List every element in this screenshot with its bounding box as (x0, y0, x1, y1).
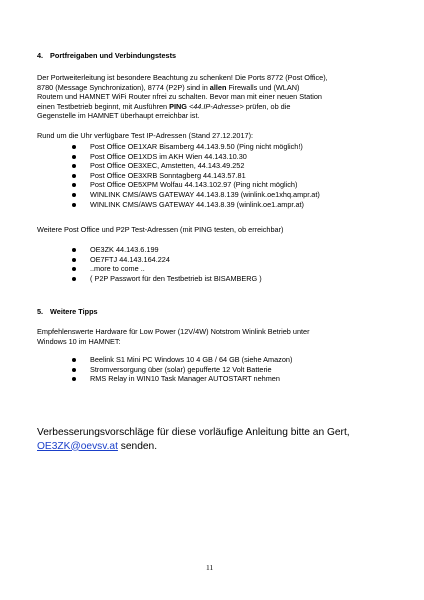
list-item: Post Office OE1XDS im AKH Wien 44.143.10.30 (72, 152, 320, 162)
intro-line-3: Routern und HAMNET WiFi Router nfrei zu schalten. Bevor man mit einer neuen Station (37, 92, 322, 102)
closing-line-2: OE3ZK@oevsv.at senden. (37, 440, 158, 452)
closing-line-1: Verbesserungsvorschläge für diese vorläufige Anleitung bitte an Gert, (37, 427, 350, 438)
test-ip-heading: Rund um die Uhr verfügbare Test IP-Adressen (Stand 27.12.2017): (37, 131, 254, 140)
list-item: Beelink S1 Mini PC Windows 10 4 GB / 64 GB (siehe Amazon) (72, 355, 292, 365)
list-item: WINLINK CMS/AWS GATEWAY 44.143.8.139 (winlink.oe1xhq.ampr.at) (72, 190, 320, 200)
list-item: Post Office OE3XEC, Amstetten, 44.143.49.252 (72, 161, 320, 171)
intro-line-4: einen Testbetrieb beginnt, mit Ausführen PING <44.IP-Adresse> prüfen, ob die (37, 101, 291, 111)
section-4-heading (37, 51, 176, 60)
list-item: Post Office OE3XRB Sonntagberg 44.143.57.81 (72, 171, 320, 181)
list-item: ..more to come .. (72, 264, 262, 274)
list-item: OE3ZK 44.143.6.199 (72, 245, 262, 255)
list-item: ( P2P Passwort für den Testbetrieb ist BISAMBERG ) (72, 274, 262, 284)
email-link[interactable]: OE3ZK@oevsv.at (37, 440, 118, 452)
intro-line-2: 8780 (Message Synchronization), 8774 (P2P) sind in allen Firewalls und (WLAN) (37, 82, 300, 92)
section-5-heading (37, 307, 98, 316)
section-5-intro: Empfehlenswerte Hardware für Low Power (12V/4W) Notstrom Winlink Betrieb unter Windows 10 im HAMNET: (37, 327, 310, 346)
section-5-title: Weitere Tipps (50, 307, 98, 316)
section-4-intro (37, 73, 393, 121)
more-addresses-heading: Weitere Post Office und P2P Test-Adressen (mit PING testen, ob erreichbar) (37, 225, 284, 234)
closing-note (37, 426, 350, 453)
test-ip-list (72, 142, 320, 209)
intro-line-5: Gegenstelle im HAMNET überhaupt erreichbar ist. (37, 111, 200, 121)
section-4-number: 4. (37, 51, 44, 60)
more-addresses-list (72, 245, 262, 283)
list-item: OE7FTJ 44.143.164.224 (72, 255, 262, 265)
list-item: Post Office OE1XAR Bisamberg 44.143.9.50 (Ping nicht möglich!) (72, 142, 320, 152)
page-number: 11 (206, 563, 214, 572)
section-4-title: Portfreigaben und Verbindungstests (50, 51, 177, 60)
tips-list (72, 355, 292, 384)
list-item: WINLINK CMS/AWS GATEWAY 44.143.8.39 (winlink.oe1.ampr.at) (72, 200, 320, 210)
list-item: RMS Relay in WIN10 Task Manager AUTOSTART nehmen (72, 374, 292, 384)
list-item: Stromversorgung über (solar) gepufferte 12 Volt Batterie (72, 365, 292, 375)
intro-line-1: Der Portweiterleitung ist besondere Beachtung zu schenken! Die Ports 8772 (Post Office), (37, 73, 328, 82)
section-5-number: 5. (37, 307, 44, 316)
list-item: Post Office OE5XPM Wolfau 44.143.102.97 (Ping nicht möglich) (72, 180, 320, 190)
